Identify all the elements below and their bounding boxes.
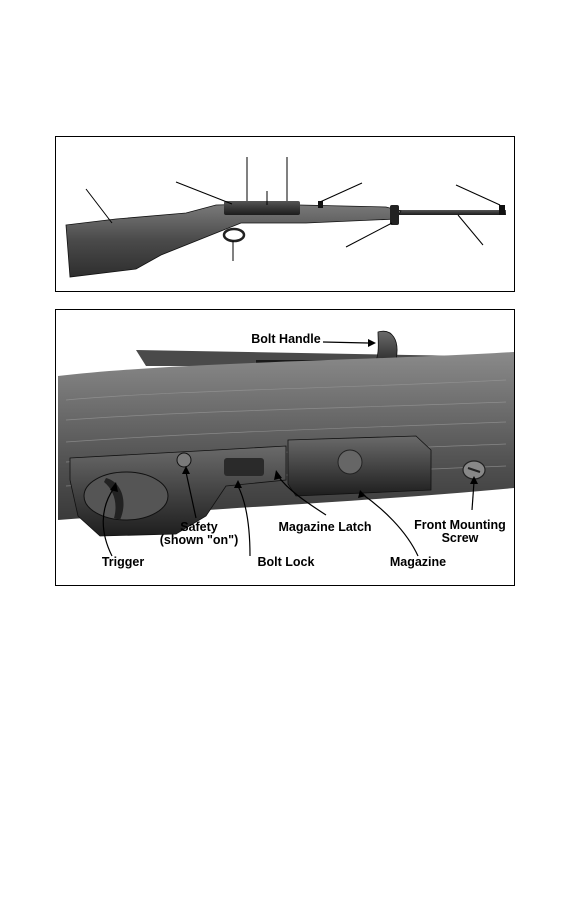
bolt-handle-label: Bolt Handle xyxy=(251,332,321,346)
rifle-overview-figure xyxy=(56,137,516,293)
front-mounting-screw-label xyxy=(404,519,516,545)
magazine-label: Magazine xyxy=(389,555,447,569)
bolt-lock-lever xyxy=(224,458,264,476)
trigger-opening xyxy=(84,472,168,520)
action-detail-panel xyxy=(55,309,515,586)
bolt-lock-label: Bolt Lock xyxy=(257,555,315,569)
trigger-guard xyxy=(224,229,244,241)
magazine-latch-label: Magazine Latch xyxy=(278,520,372,534)
rifle-overview-panel xyxy=(55,136,515,292)
front-mounting-label-line1: Front Mounting xyxy=(414,518,506,532)
safety-label xyxy=(144,521,254,547)
front-mounting-label-line2: Screw xyxy=(441,531,479,545)
front-sight xyxy=(499,205,505,215)
magazine-emblem xyxy=(338,450,362,474)
safety-button xyxy=(177,453,191,467)
safety-label-note: (shown "on") xyxy=(159,533,239,547)
receiver xyxy=(224,201,300,215)
barrel-band xyxy=(390,205,399,225)
trigger-label: Trigger xyxy=(101,555,145,569)
safety-label-title: Safety xyxy=(180,520,218,534)
action-detail-figure xyxy=(56,310,516,587)
